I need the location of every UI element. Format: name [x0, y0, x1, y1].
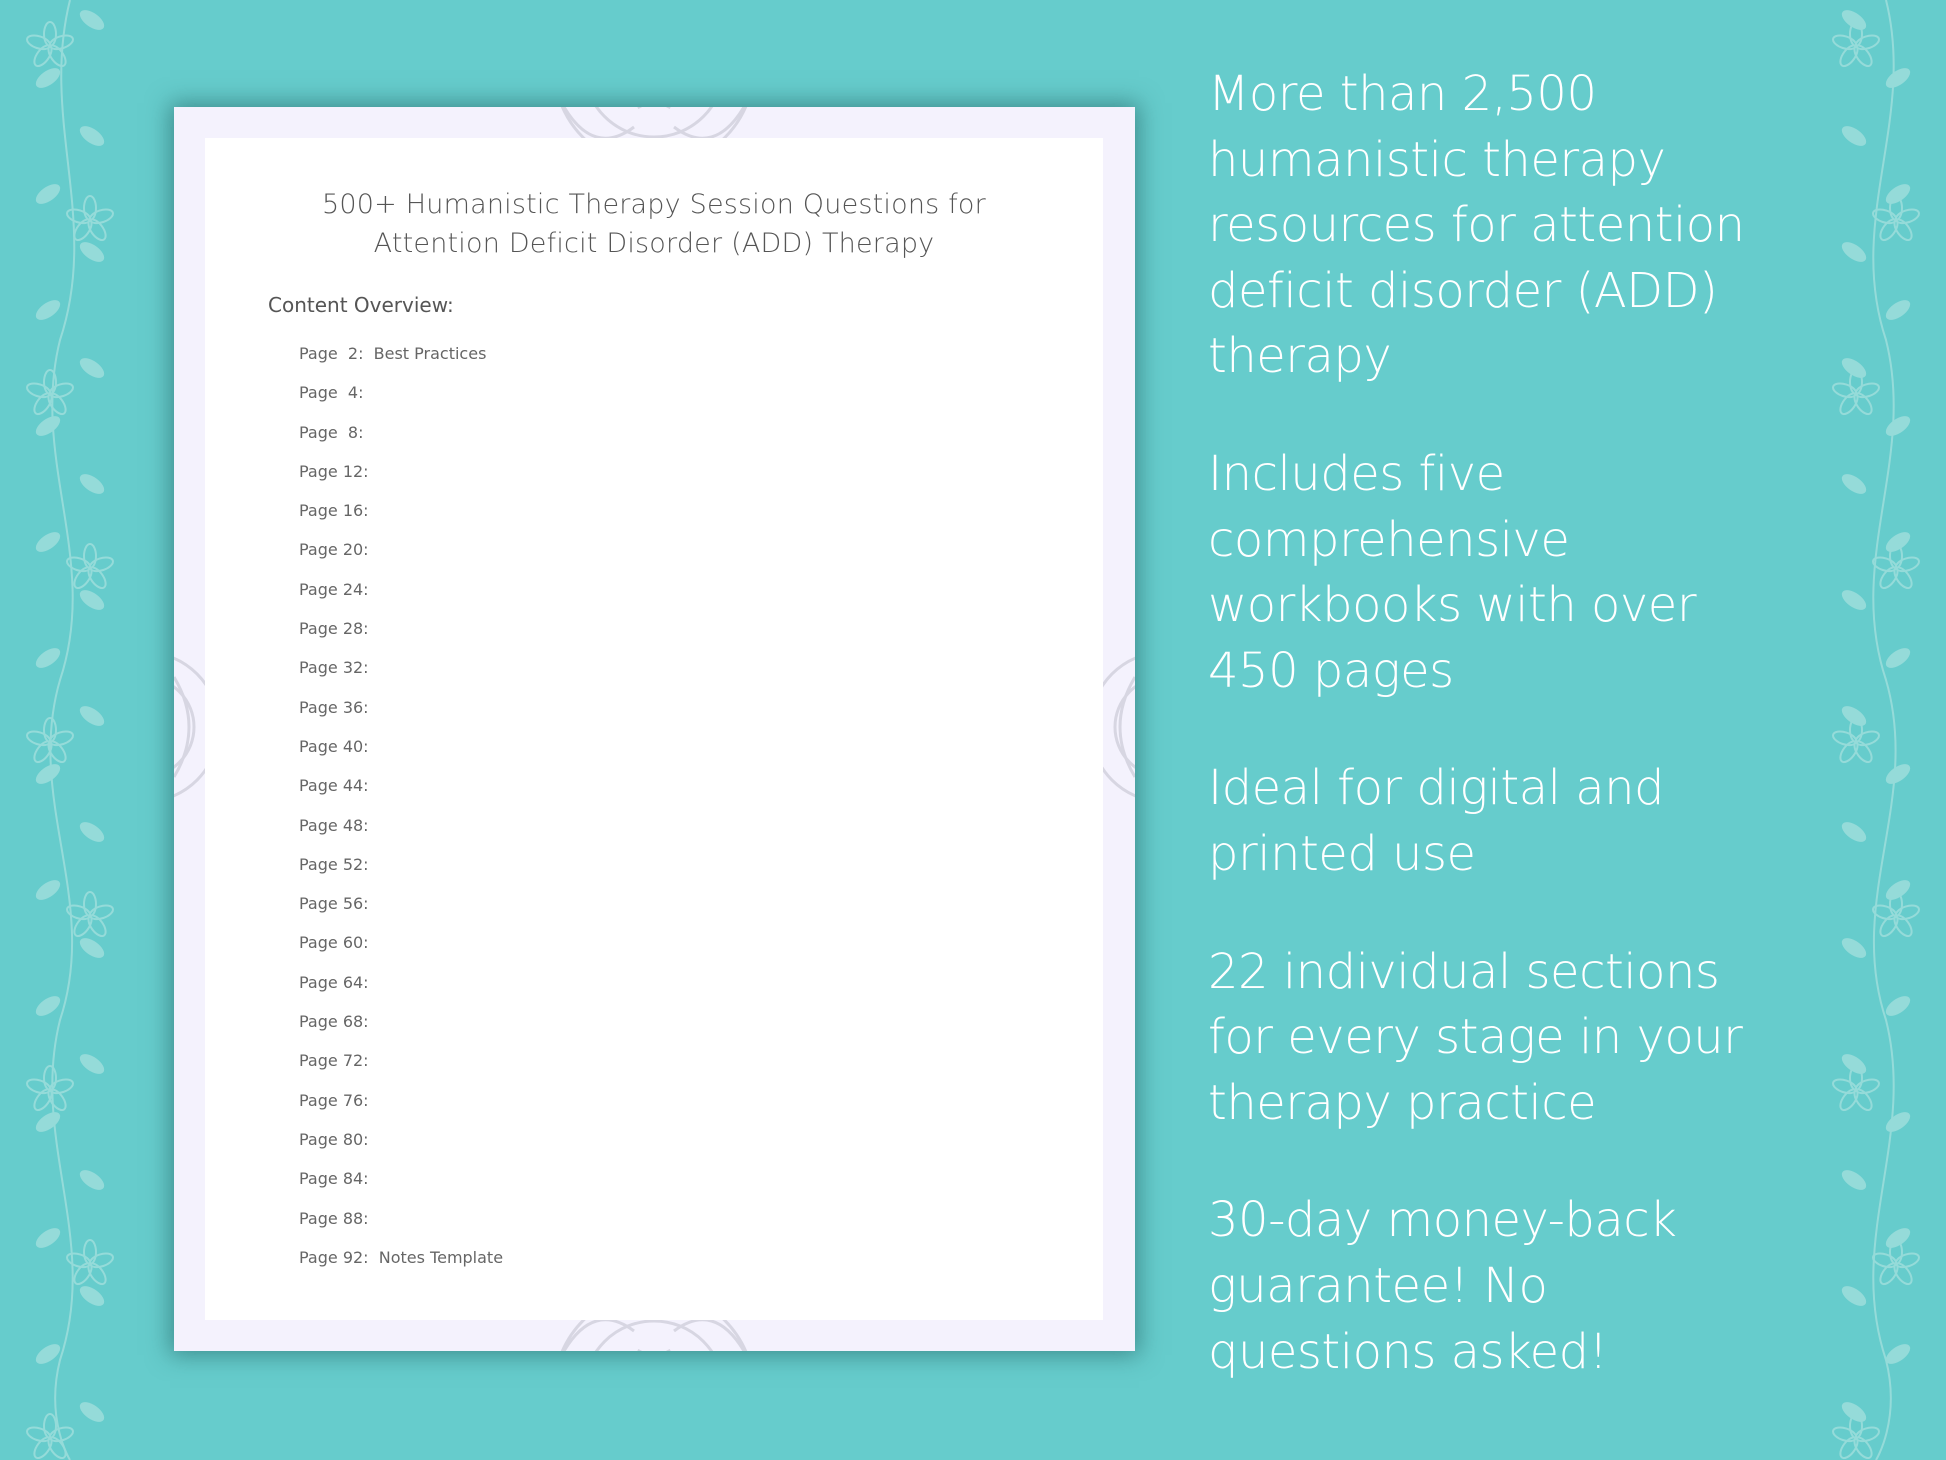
- toc-item: Page 4:: [299, 383, 364, 403]
- document-content: [205, 138, 1103, 1320]
- toc-item: Page 36:: [299, 697, 369, 717]
- feature-line: guarantee! No: [1208, 1257, 1548, 1314]
- content-overview-label: Content Overview:: [268, 293, 454, 317]
- toc-item: Page 68:: [299, 1012, 369, 1032]
- toc-item: Page 60:: [299, 933, 369, 953]
- feature-workbooks: [1208, 442, 1908, 704]
- feature-line: workbooks with over: [1208, 577, 1697, 634]
- toc-item: Page 20:: [299, 540, 369, 560]
- toc-item: Page 48:: [299, 815, 369, 835]
- toc-item: Page 80:: [299, 1129, 369, 1149]
- toc-item: Page 2: Best Practices: [299, 344, 487, 363]
- feature-line: Includes five: [1208, 445, 1505, 502]
- toc-item: Page 92: Notes Template: [299, 1247, 504, 1267]
- toc-item: Page 64:: [299, 972, 369, 992]
- feature-line: printed use: [1208, 825, 1476, 882]
- feature-line: 22 individual sections: [1208, 943, 1720, 1000]
- feature-digital-print: [1208, 756, 1908, 887]
- feature-resources-count: [1208, 62, 1908, 390]
- feature-line: for every stage in your: [1208, 1009, 1743, 1066]
- document-page: [174, 107, 1135, 1351]
- toc-item: Page 56:: [299, 894, 369, 914]
- toc-item: Page 72:: [299, 1051, 369, 1071]
- floral-vine-left-icon: [0, 0, 140, 1460]
- table-of-contents: [299, 344, 503, 1287]
- feature-line: 30-day money-back: [1208, 1192, 1677, 1249]
- document-title: [205, 185, 1103, 263]
- feature-line: resources for attention: [1208, 197, 1745, 254]
- feature-line: therapy practice: [1208, 1074, 1597, 1131]
- feature-line: Ideal for digital and: [1208, 760, 1664, 817]
- toc-item: Page 28:: [299, 619, 369, 639]
- toc-item: Page 44:: [299, 776, 369, 796]
- toc-item: Page 16:: [299, 501, 369, 521]
- feature-line: therapy: [1208, 328, 1392, 385]
- toc-item: Page 52:: [299, 854, 369, 874]
- toc-item: Page 40:: [299, 736, 369, 756]
- document-title-line-1: 500+ Humanistic Therapy Session Questions for: [322, 189, 986, 220]
- feature-line: humanistic therapy: [1208, 131, 1666, 188]
- feature-line: More than 2,500: [1208, 66, 1597, 122]
- toc-item: Page 12:: [299, 461, 369, 481]
- feature-sections: [1208, 940, 1908, 1137]
- toc-item: Page 76:: [299, 1090, 369, 1110]
- toc-item: Page 84:: [299, 1169, 369, 1189]
- feature-line: deficit disorder (ADD): [1208, 262, 1718, 319]
- feature-line: 450 pages: [1208, 642, 1454, 699]
- feature-line: questions asked!: [1208, 1323, 1608, 1380]
- toc-item: Page 32:: [299, 658, 369, 678]
- feature-guarantee: [1208, 1188, 1908, 1385]
- toc-item: Page 24:: [299, 579, 369, 599]
- toc-item: Page 8:: [299, 422, 364, 442]
- document-title-line-2: Attention Deficit Disorder (ADD) Therapy: [373, 228, 935, 259]
- feature-line: comprehensive: [1208, 511, 1570, 568]
- toc-item: Page 88:: [299, 1208, 369, 1228]
- feature-list: [1208, 62, 1908, 1437]
